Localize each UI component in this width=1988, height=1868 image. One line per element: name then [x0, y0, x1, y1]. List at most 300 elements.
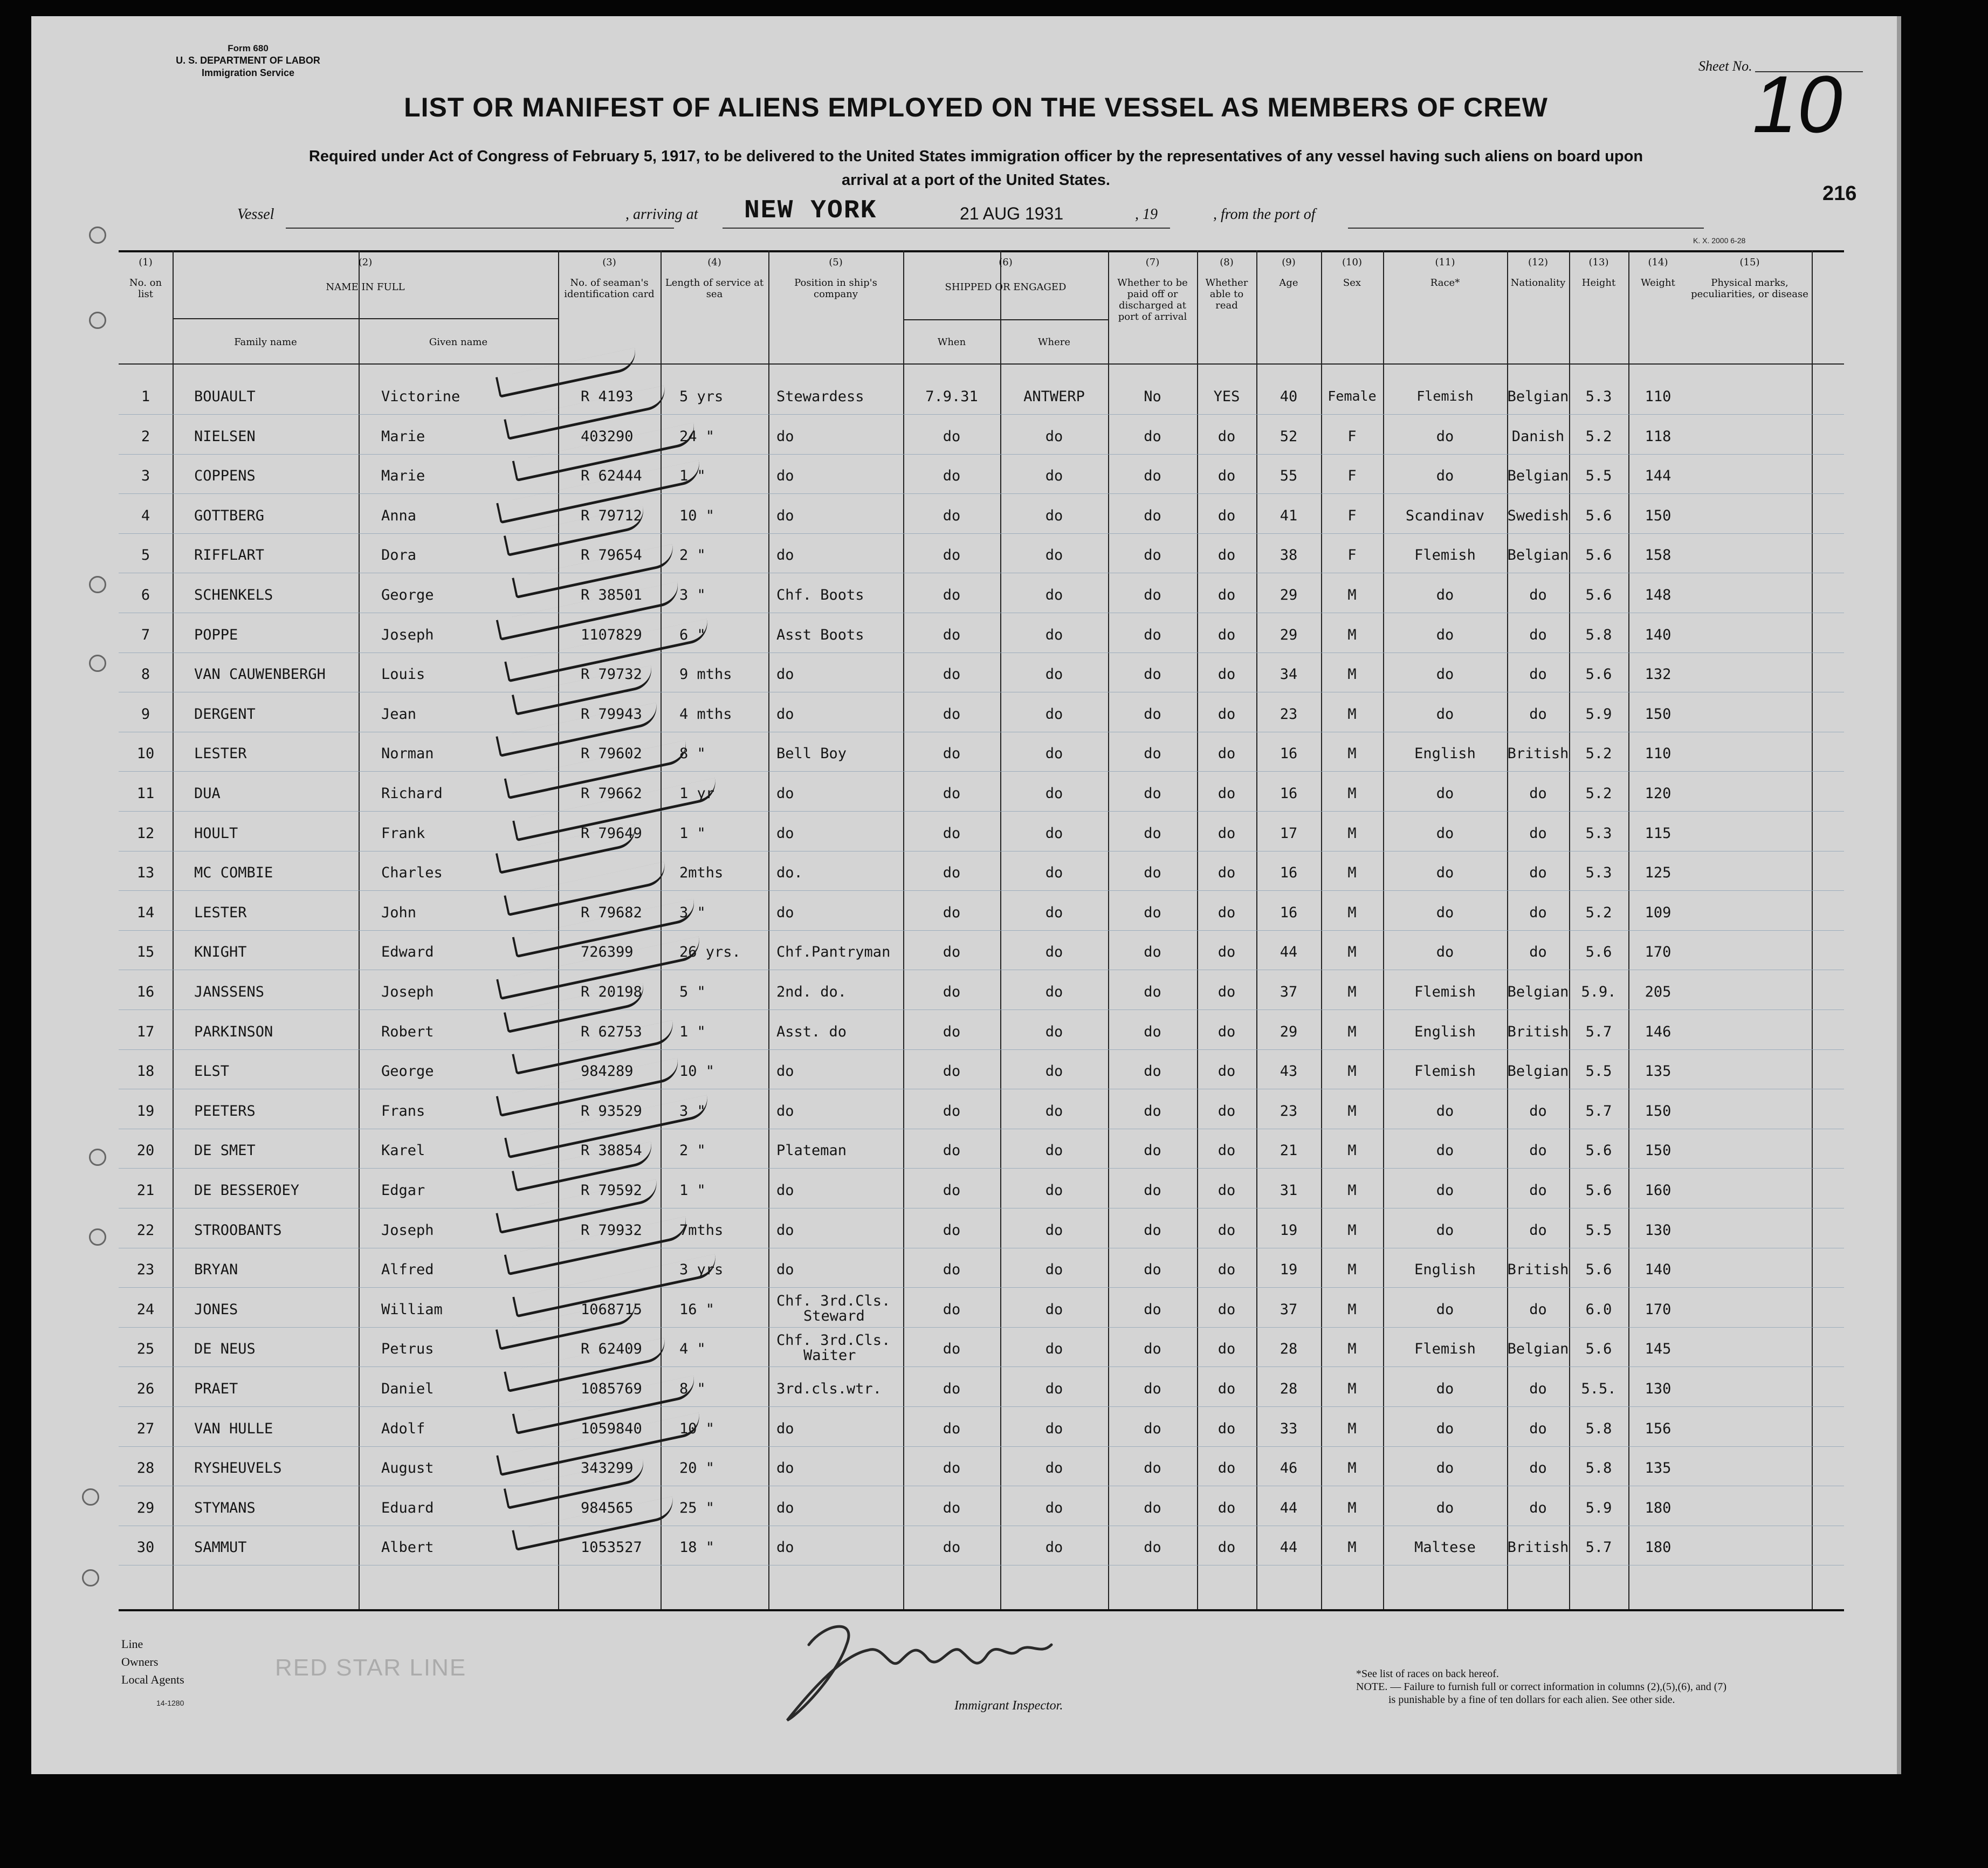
punch-hole	[82, 1569, 99, 1587]
able-to-read: do	[1217, 785, 1236, 802]
height: 5.6	[1585, 1341, 1612, 1358]
sex: M	[1347, 984, 1357, 1000]
id-card-number: 403290	[581, 428, 634, 445]
race: do	[1436, 825, 1454, 842]
height: 5.7	[1585, 1023, 1612, 1040]
height: 5.6	[1585, 666, 1612, 683]
race: do	[1436, 1221, 1454, 1239]
paid-off: do	[1144, 1381, 1161, 1397]
family-name: DUA	[194, 785, 221, 802]
shipped-where: do	[1045, 705, 1063, 723]
age: 40	[1280, 388, 1298, 405]
given-name: Joseph	[381, 984, 434, 1000]
given-name: Albert	[381, 1539, 434, 1556]
able-to-read: YES	[1213, 388, 1240, 405]
race: do	[1436, 1301, 1454, 1318]
family-name: SAMMUT	[194, 1539, 247, 1556]
nationality: British	[1507, 1539, 1569, 1556]
shipped-when: do	[943, 666, 961, 683]
column-subheader: When	[937, 336, 966, 348]
ship-position: do	[776, 904, 794, 921]
nationality: do	[1529, 1301, 1547, 1318]
paid-off: do	[1144, 626, 1161, 643]
column-number: (13)	[1588, 257, 1609, 268]
column-header: SHIPPED OR ENGAGED	[945, 281, 1067, 293]
row-ruling	[119, 1366, 1844, 1367]
paid-off: do	[1144, 666, 1161, 683]
age: 33	[1280, 1420, 1298, 1437]
nationality: Belgian	[1507, 388, 1569, 405]
nationality: British	[1507, 1023, 1569, 1040]
age: 28	[1280, 1341, 1298, 1358]
age: 28	[1280, 1381, 1298, 1397]
sex: M	[1347, 1381, 1357, 1397]
age: 29	[1280, 626, 1298, 643]
length-of-service: 1 "	[679, 825, 706, 842]
column-number: (8)	[1220, 257, 1234, 268]
race: do	[1436, 705, 1454, 723]
able-to-read: do	[1217, 1261, 1236, 1279]
weight: 135	[1645, 1063, 1671, 1080]
sex: M	[1347, 904, 1357, 921]
age: 34	[1280, 666, 1298, 683]
id-card-number: R 79943	[581, 705, 642, 723]
sex: M	[1347, 1182, 1357, 1199]
race: do	[1436, 944, 1454, 961]
height: 5.8	[1585, 626, 1612, 643]
length-of-service: 5 "	[679, 984, 706, 1000]
paid-off: No	[1144, 388, 1161, 405]
shipped-when: do	[943, 1023, 961, 1040]
shipped-when: do	[943, 825, 961, 842]
column-header: NAME IN FULL	[326, 281, 405, 293]
shipped-when: do	[943, 587, 961, 603]
family-name: LESTER	[194, 745, 247, 763]
ship-position: Chf. 3rd.Cls.	[776, 1292, 891, 1309]
given-name: Richard	[381, 785, 443, 802]
given-name: Jean	[381, 705, 417, 723]
ship-position: Asst. do	[776, 1023, 847, 1040]
height: 5.9	[1585, 705, 1612, 723]
sex: M	[1347, 705, 1357, 723]
race: do	[1436, 428, 1454, 445]
row-ruling	[119, 1049, 1844, 1050]
id-card-number: 343299	[581, 1460, 634, 1477]
family-name: BRYAN	[194, 1261, 238, 1279]
sex: M	[1347, 1261, 1357, 1279]
shipped-where: do	[1045, 1301, 1063, 1318]
length-of-service: 26 yrs.	[679, 944, 741, 961]
ship-position: do.	[776, 864, 803, 882]
family-name: MC COMBIE	[194, 864, 273, 882]
family-name: RIFFLART	[194, 547, 265, 564]
row-number: 10	[136, 745, 155, 763]
punch-hole	[82, 1488, 99, 1506]
weight: 135	[1645, 1460, 1671, 1477]
race: English	[1414, 745, 1476, 763]
weight: 150	[1645, 507, 1671, 524]
race: do	[1436, 785, 1454, 802]
id-card-number: R 93529	[581, 1102, 642, 1120]
ship-position: do	[776, 468, 794, 485]
shipped-where: do	[1045, 1381, 1063, 1397]
shipped-when: do	[943, 864, 961, 882]
age: 23	[1280, 1102, 1298, 1120]
shipped-where: do	[1045, 1341, 1063, 1358]
paid-off: do	[1144, 547, 1161, 564]
given-name: Edgar	[381, 1182, 425, 1199]
nationality: Belgian	[1507, 1063, 1569, 1080]
row-number: 4	[141, 507, 150, 524]
shipped-where: do	[1045, 1023, 1063, 1040]
nationality: Belgian	[1507, 984, 1569, 1000]
length-of-service: 1 "	[679, 1023, 706, 1040]
sex: M	[1347, 1102, 1357, 1120]
shipped-when: do	[943, 904, 961, 921]
weight: 130	[1645, 1381, 1671, 1397]
column-header: Weight	[1641, 277, 1675, 289]
paid-off: do	[1144, 428, 1161, 445]
weight: 170	[1645, 944, 1671, 961]
given-name: Frans	[381, 1102, 425, 1120]
id-card-number: 1107829	[581, 626, 642, 643]
nationality: Swedish	[1507, 507, 1569, 524]
paid-off: do	[1144, 1102, 1161, 1120]
id-card-number: R 62753	[581, 1023, 642, 1040]
paid-off: do	[1144, 1341, 1161, 1358]
sex: M	[1347, 1420, 1357, 1437]
able-to-read: do	[1217, 1301, 1236, 1318]
family-name: COPPENS	[194, 468, 256, 485]
date-stamp: 21 AUG 1931	[960, 204, 1064, 223]
length-of-service: 7mths	[679, 1221, 724, 1239]
given-name: Frank	[381, 825, 425, 842]
arriving-label: , arriving at	[625, 206, 698, 223]
age: 16	[1280, 864, 1298, 882]
race: English	[1414, 1023, 1476, 1040]
able-to-read: do	[1217, 1420, 1236, 1437]
line-label: Line	[121, 1637, 143, 1651]
footer-rule	[119, 1609, 1844, 1611]
able-to-read: do	[1217, 1102, 1236, 1120]
able-to-read: do	[1217, 1460, 1236, 1477]
length-of-service: 3 "	[679, 587, 706, 603]
age: 31	[1280, 1182, 1298, 1199]
able-to-read: do	[1217, 904, 1236, 921]
paid-off: do	[1144, 904, 1161, 921]
column-number: (9)	[1282, 257, 1296, 268]
length-of-service: 4 mths	[679, 705, 732, 723]
owner-stamp: RED STAR LINE	[275, 1654, 467, 1681]
given-name: Eduard	[381, 1499, 434, 1516]
weight: 120	[1645, 785, 1671, 802]
shipped-when: do	[943, 1381, 961, 1397]
weight: 130	[1645, 1221, 1671, 1239]
row-number: 3	[141, 468, 150, 485]
page-title: LIST OR MANIFEST OF ALIENS EMPLOYED ON THE VESSEL AS MEMBERS OF CREW	[404, 92, 1548, 122]
age: 23	[1280, 705, 1298, 723]
able-to-read: do	[1217, 468, 1236, 485]
age: 29	[1280, 587, 1298, 603]
row-number: 8	[141, 666, 150, 683]
family-name: VAN HULLE	[194, 1420, 273, 1437]
height: 5.5.	[1581, 1381, 1616, 1397]
column-header: Sex	[1343, 277, 1361, 289]
height: 5.2	[1585, 428, 1612, 445]
port-underline	[723, 228, 1170, 229]
weight: 145	[1645, 1341, 1671, 1358]
shipped-where: do	[1045, 1460, 1063, 1477]
age: 43	[1280, 1063, 1298, 1080]
family-name: SCHENKELS	[194, 587, 273, 603]
family-name: NIELSEN	[194, 428, 256, 445]
family-name: JONES	[194, 1301, 238, 1318]
form-code: K. X. 2000 6-28	[1693, 236, 1746, 245]
ship-position: Plateman	[776, 1142, 847, 1159]
nationality: do	[1529, 1142, 1547, 1159]
height: 5.5	[1585, 1063, 1612, 1080]
id-card-number: R 79732	[581, 666, 642, 683]
height: 5.9.	[1581, 984, 1616, 1000]
age: 55	[1280, 468, 1298, 485]
paid-off: do	[1144, 1539, 1161, 1556]
length-of-service: 3 "	[679, 904, 706, 921]
row-number: 22	[136, 1221, 155, 1239]
shipped-where: do	[1045, 666, 1063, 683]
able-to-read: do	[1217, 745, 1236, 763]
paid-off: do	[1144, 1499, 1161, 1516]
nationality: do	[1529, 587, 1547, 603]
shipped-when: do	[943, 428, 961, 445]
column-number: (7)	[1145, 257, 1160, 268]
id-card-number: 1085769	[581, 1381, 642, 1397]
owners-label: Owners	[121, 1655, 159, 1668]
subtitle-line-2: arrival at a port of the United States.	[842, 171, 1110, 189]
shipped-where: do	[1045, 587, 1063, 603]
shipped-where: do	[1045, 944, 1063, 961]
able-to-read: do	[1217, 1499, 1236, 1516]
ship-position: Stewardess	[776, 388, 864, 405]
paid-off: do	[1144, 825, 1161, 842]
height: 5.6	[1585, 587, 1612, 603]
able-to-read: do	[1217, 428, 1236, 445]
id-card-number: R 62444	[581, 468, 642, 485]
row-ruling	[119, 454, 1844, 455]
id-card-number: R 79712	[581, 507, 642, 524]
race: Maltese	[1414, 1539, 1476, 1556]
given-name: Marie	[381, 468, 425, 485]
given-name: Louis	[381, 666, 425, 683]
family-name: ELST	[194, 1063, 230, 1080]
weight: 160	[1645, 1182, 1671, 1199]
row-number: 20	[136, 1142, 155, 1159]
paid-off: do	[1144, 1460, 1161, 1477]
paid-off: do	[1144, 1023, 1161, 1040]
given-name: Alfred	[381, 1261, 434, 1279]
subtitle-line-1: Required under Act of Congress of February 5, 1917, to be delivered to the United States immigration officer by the representatives of any vessel having such aliens on board upon	[308, 148, 1643, 165]
given-name: William	[381, 1301, 443, 1318]
paid-off: do	[1144, 1301, 1161, 1318]
ship-position: do	[776, 428, 794, 445]
length-of-service: 5 yrs	[679, 388, 724, 405]
paid-off: do	[1144, 944, 1161, 961]
ship-position: do	[776, 705, 794, 723]
row-ruling	[119, 890, 1844, 891]
id-card-number: R 79592	[581, 1182, 642, 1199]
paid-off: do	[1144, 984, 1161, 1000]
shipped-where: do	[1045, 984, 1063, 1000]
row-ruling	[119, 930, 1844, 931]
age: 19	[1280, 1221, 1298, 1239]
id-card-number: R 79682	[581, 904, 642, 921]
shipped-where: do	[1045, 1261, 1063, 1279]
height: 5.6	[1585, 1142, 1612, 1159]
family-name: JANSSENS	[194, 984, 265, 1000]
shipped-when: do	[943, 785, 961, 802]
ship-position: do	[776, 1182, 794, 1199]
able-to-read: do	[1217, 666, 1236, 683]
weight: 118	[1645, 428, 1671, 445]
id-card-number: R 62409	[581, 1341, 642, 1358]
nationality: Belgian	[1507, 1341, 1569, 1358]
paid-off: do	[1144, 1182, 1161, 1199]
weight: 150	[1645, 1142, 1671, 1159]
given-name: Daniel	[381, 1381, 434, 1397]
ship-position: Chf.Pantryman	[776, 944, 891, 961]
race: English	[1414, 1261, 1476, 1279]
family-name: PARKINSON	[194, 1023, 273, 1040]
weight: 140	[1645, 1261, 1671, 1279]
shipped-when: do	[943, 468, 961, 485]
sex: M	[1347, 745, 1357, 763]
length-of-service: 8 "	[679, 745, 706, 763]
shipped-when: do	[943, 547, 961, 564]
row-number: 24	[136, 1301, 155, 1318]
weight: 170	[1645, 1301, 1671, 1318]
ship-position: do	[776, 785, 794, 802]
race: Flemish	[1414, 1341, 1476, 1358]
row-number: 9	[141, 705, 150, 723]
column-header: Age	[1279, 277, 1298, 289]
given-name: Petrus	[381, 1341, 434, 1358]
nationality: do	[1529, 626, 1547, 643]
row-ruling	[119, 771, 1844, 772]
race: do	[1436, 666, 1454, 683]
row-ruling	[119, 1009, 1844, 1010]
race-note: *See list of races on back hereof.	[1356, 1668, 1499, 1680]
punch-hole	[89, 576, 106, 593]
weight: 150	[1645, 1102, 1671, 1120]
sex: M	[1347, 785, 1357, 802]
punch-hole	[89, 312, 106, 329]
height: 5.2	[1585, 785, 1612, 802]
height: 5.8	[1585, 1420, 1612, 1437]
family-name: STROOBANTS	[194, 1221, 282, 1239]
vessel-label: Vessel	[237, 206, 274, 223]
able-to-read: do	[1217, 825, 1236, 842]
row-number: 21	[136, 1182, 155, 1199]
id-card-number: 1053527	[581, 1539, 642, 1556]
height: 5.5	[1585, 1221, 1612, 1239]
row-number: 29	[136, 1499, 155, 1516]
ship-position: do	[776, 825, 794, 842]
row-number: 27	[136, 1420, 155, 1437]
race: Flemish	[1414, 547, 1476, 564]
family-name: PEETERS	[194, 1102, 256, 1120]
sex: Female	[1327, 388, 1377, 404]
punch-hole	[89, 1228, 106, 1246]
age: 19	[1280, 1261, 1298, 1279]
row-number: 25	[136, 1341, 155, 1358]
column-number: (4)	[707, 257, 721, 268]
able-to-read: do	[1217, 1539, 1236, 1556]
height: 5.9	[1585, 1499, 1612, 1516]
given-name: George	[381, 1063, 434, 1080]
row-ruling	[119, 811, 1844, 812]
able-to-read: do	[1217, 984, 1236, 1000]
paid-off: do	[1144, 705, 1161, 723]
shipped-where: do	[1045, 1102, 1063, 1120]
sex: M	[1347, 587, 1357, 603]
column-number: (12)	[1528, 257, 1548, 268]
shipped-when: do	[943, 1539, 961, 1556]
sheet-number: 10	[1752, 59, 1842, 149]
nationality: Belgian	[1507, 468, 1569, 485]
row-number: 12	[136, 825, 155, 842]
row-ruling	[119, 414, 1844, 415]
shipped-where: do	[1045, 745, 1063, 763]
row-number: 17	[136, 1023, 155, 1040]
weight: 144	[1645, 468, 1671, 485]
ship-position: Chf. 3rd.Cls.	[776, 1332, 891, 1349]
weight: 115	[1645, 825, 1671, 842]
column-subheader: Where	[1037, 336, 1070, 348]
race: do	[1436, 1381, 1454, 1397]
family-name: POPPE	[194, 626, 238, 643]
age: 37	[1280, 984, 1298, 1000]
ship-position: do	[776, 1499, 794, 1516]
sex: M	[1347, 1142, 1357, 1159]
footer-form-code: 14-1280	[156, 1699, 184, 1707]
sex: M	[1347, 864, 1357, 882]
nationality: do	[1529, 904, 1547, 921]
height: 5.6	[1585, 1182, 1612, 1199]
age: 41	[1280, 507, 1298, 524]
age: 16	[1280, 745, 1298, 763]
column-number: (5)	[829, 257, 843, 268]
family-name: STYMANS	[194, 1499, 256, 1516]
shipped-when: do	[943, 1142, 961, 1159]
family-name: PRAET	[194, 1381, 238, 1397]
able-to-read: do	[1217, 944, 1236, 961]
given-name: Marie	[381, 428, 425, 445]
race: Flemish	[1414, 984, 1476, 1000]
inspector-label: Immigrant Inspector.	[954, 1699, 1063, 1713]
row-number: 15	[136, 944, 155, 961]
family-name: DE BESSEROEY	[194, 1182, 300, 1199]
nationality: do	[1529, 1221, 1547, 1239]
age: 37	[1280, 1301, 1298, 1318]
height: 5.3	[1585, 864, 1612, 882]
column-header: Length of service at sea	[665, 277, 764, 300]
height: 6.0	[1585, 1301, 1612, 1318]
able-to-read: do	[1217, 1381, 1236, 1397]
given-name: August	[381, 1460, 434, 1477]
shipped-when: do	[943, 507, 961, 524]
row-ruling	[119, 1168, 1844, 1169]
shipped-when: do	[943, 1182, 961, 1199]
row-number: 16	[136, 984, 155, 1000]
